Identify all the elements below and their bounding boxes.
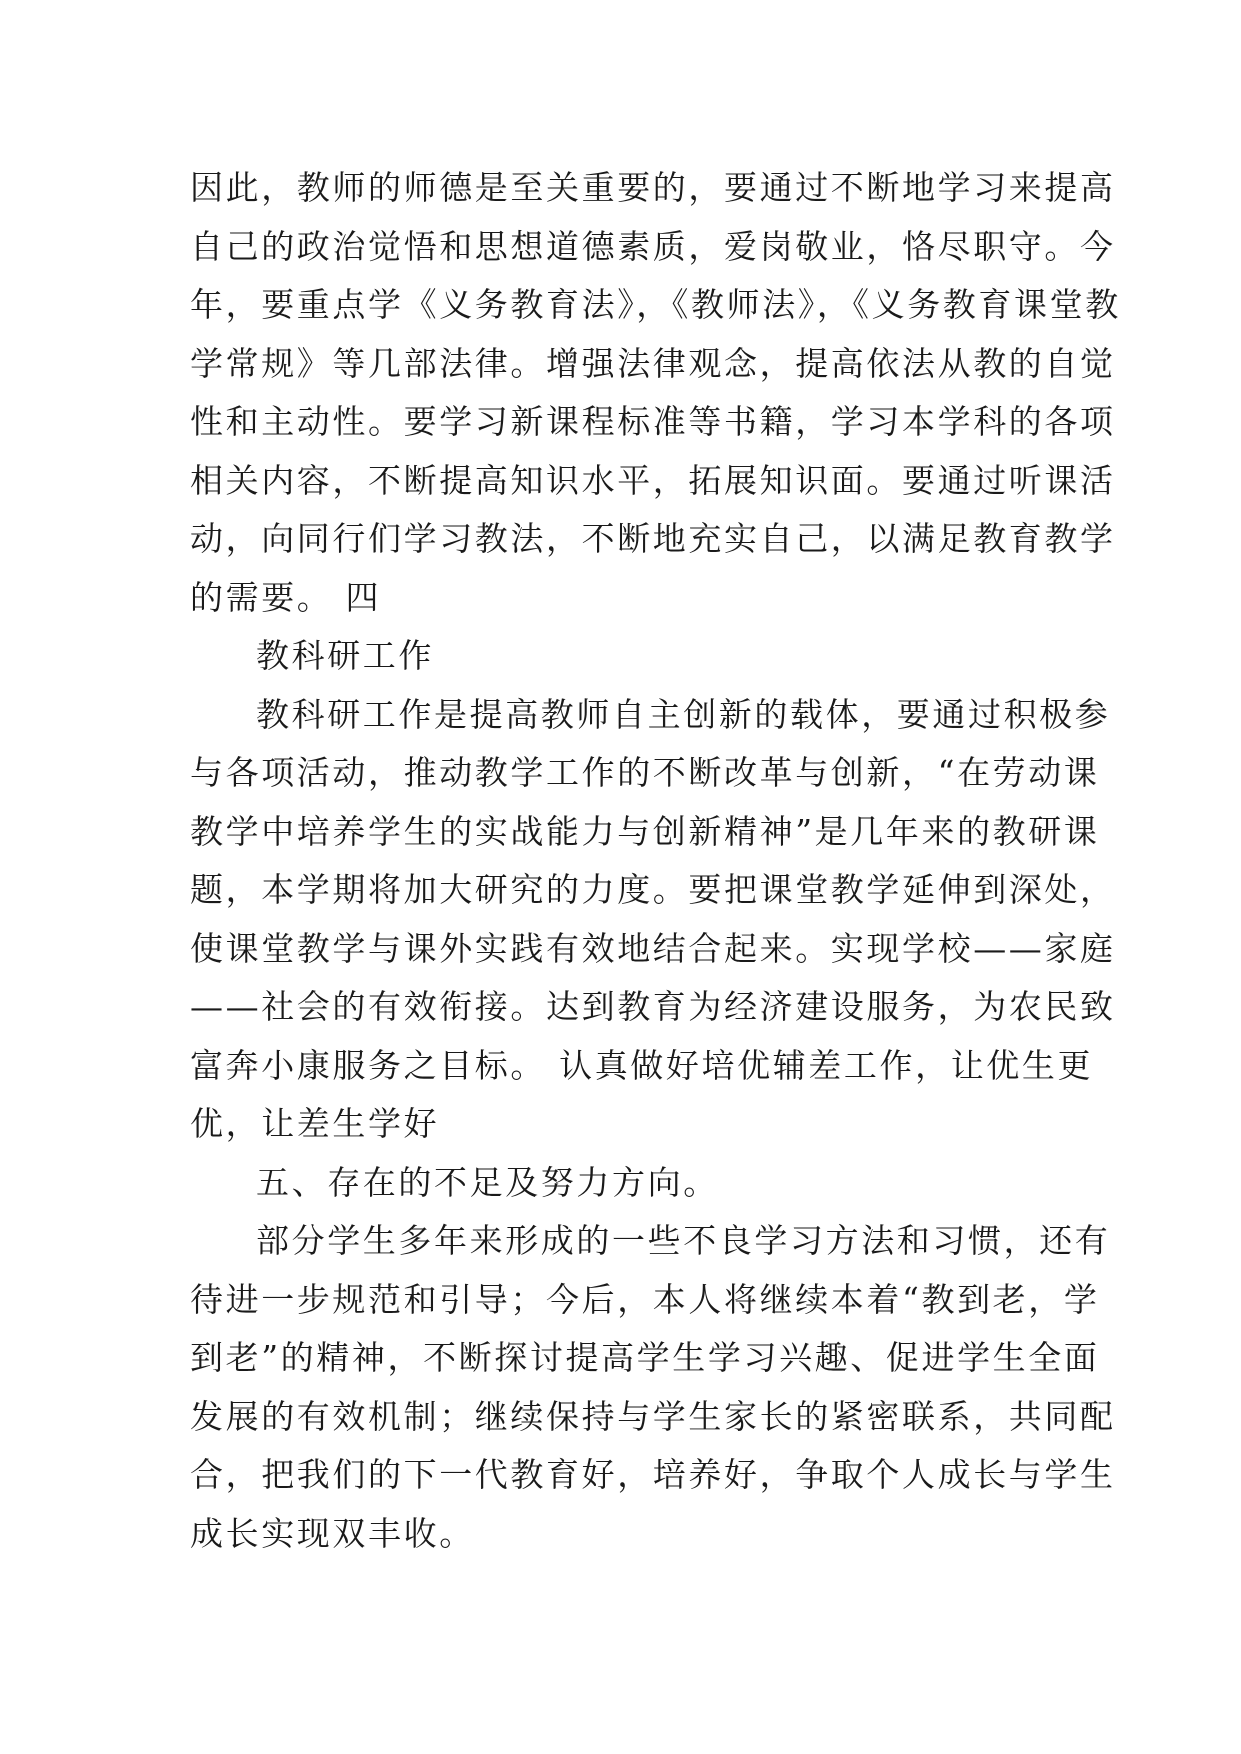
text-line: 富奔小康服务之目标。 认真做好培优辅差工作，让优生更 bbox=[190, 1045, 1094, 1085]
text-line: 自己的政治觉悟和思想道德素质，爱岗敬业，恪尽职守。今 bbox=[190, 226, 1116, 266]
text-line: ——社会的有效衔接。达到教育为经济建设服务，为农民致 bbox=[190, 987, 1116, 1026]
text-line: 学常规》等几部法律。增强法律观念，提高依法从教的自觉 bbox=[190, 343, 1116, 383]
text-line: 相关内容，不断提高知识水平，拓展知识面。要通过听课活 bbox=[190, 460, 1116, 500]
text-line: 与各项活动，推动教学工作的不断改革与创新，“在劳动课 bbox=[190, 753, 1100, 792]
text-line: 教科研工作是提高教师自主创新的载体，要通过积极参 bbox=[256, 694, 1111, 734]
text-line: 发展的有效机制；继续保持与学生家长的紧密联系，共同配 bbox=[190, 1396, 1116, 1436]
text-line: 优，让差生学好 bbox=[190, 1104, 440, 1143]
text-line: 待进一步规范和引导；今后，本人将继续本着“教到老，学 bbox=[190, 1279, 1100, 1319]
section-heading: 教科研工作 bbox=[256, 636, 434, 675]
text-line: 动，向同行们学习教法，不断地充实自己，以满足教育教学 bbox=[190, 519, 1116, 558]
text-line: 部分学生多年来形成的一些不良学习方法和习惯，还有 bbox=[256, 1221, 1111, 1260]
section-heading: 五、存在的不足及努力方向。 bbox=[256, 1162, 719, 1202]
text-line: 成长实现双丰收。 bbox=[190, 1513, 475, 1553]
text-line: 的需要。 四 bbox=[190, 577, 382, 617]
text-line: 合，把我们的下一代教育好，培养好，争取个人成长与学生 bbox=[190, 1455, 1116, 1494]
document-body bbox=[190, 159, 1121, 1563]
text-line: 年，要重点学《义务教育法》，《教师法》，《义务教育课堂教 bbox=[190, 285, 1121, 324]
text-line: 到老”的精神，不断探讨提高学生学习兴趣、促进学生全面 bbox=[190, 1338, 1100, 1377]
text-line: 因此，教师的师德是至关重要的，要通过不断地学习来提高 bbox=[190, 168, 1116, 207]
text-line: 性和主动性。要学习新课程标准等书籍，学习本学科的各项 bbox=[190, 402, 1116, 441]
text-line: 教学中培养学生的实战能力与创新精神”是几年来的教研课 bbox=[190, 811, 1100, 851]
text-line: 使课堂教学与课外实践有效地结合起来。实现学校——家庭 bbox=[190, 928, 1116, 968]
text-line: 题，本学期将加大研究的力度。要把课堂教学延伸到深处， bbox=[190, 870, 1116, 909]
